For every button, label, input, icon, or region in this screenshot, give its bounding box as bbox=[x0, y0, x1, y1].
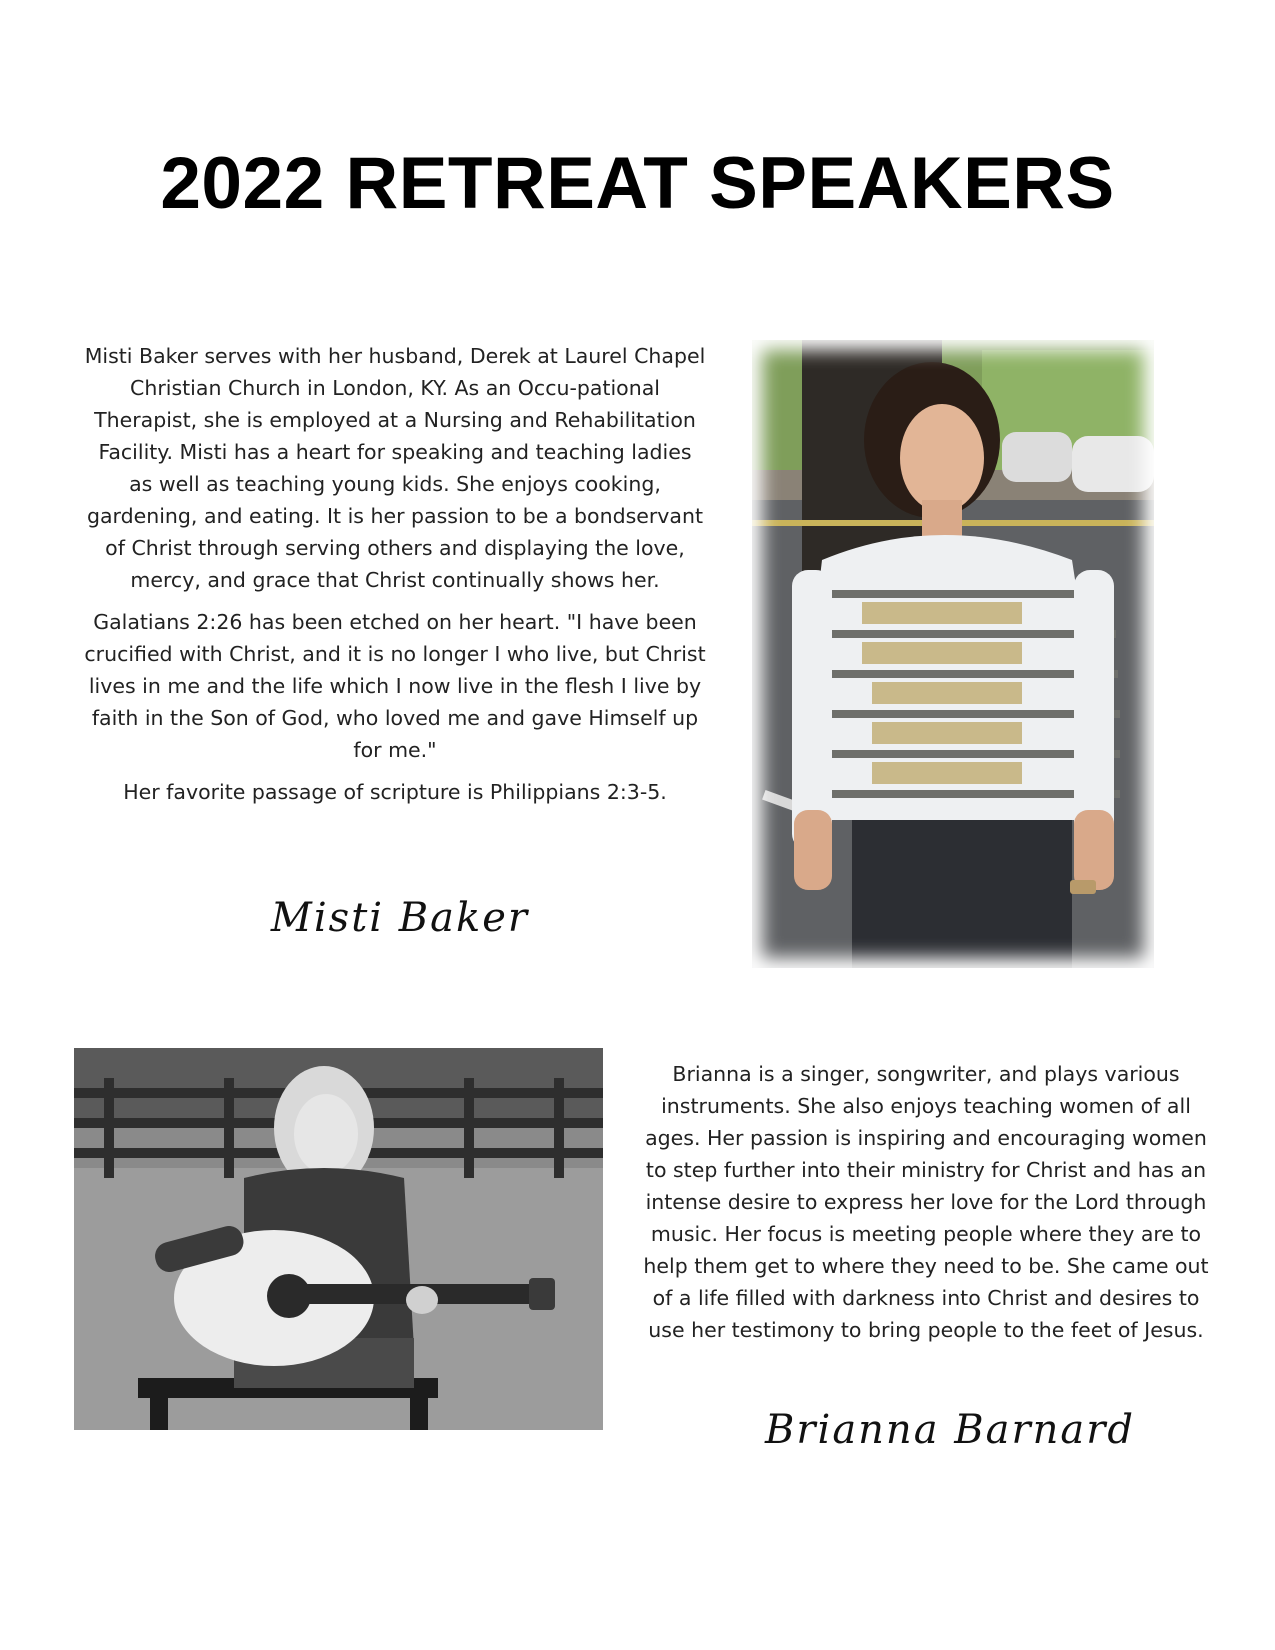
guitar-portrait-photo-icon bbox=[74, 1048, 603, 1430]
page-title: 2022 RETREAT SPEAKERS bbox=[160, 142, 1115, 224]
bio-paragraph: Galatians 2:26 has been etched on her heart. "I have been crucified with Christ, and it is no longer I who live, but Christ lives in me and the life which I now live in the flesh I live by faith in the Son of God, who loved me and gave Himself up for me." bbox=[84, 610, 706, 762]
bio-paragraph: Her favorite passage of scripture is Philippians 2:3-5. bbox=[123, 780, 667, 804]
portrait-photo-icon bbox=[752, 340, 1154, 968]
speaker-bio-misti bbox=[84, 340, 706, 818]
speaker-name-brianna: Brianna Barnard bbox=[765, 1407, 1135, 1453]
speaker-name-misti: Misti Baker bbox=[270, 895, 530, 941]
speaker-bio-brianna bbox=[634, 1058, 1218, 1356]
bio-paragraph: Brianna is a singer, songwriter, and plays various instruments. She also enjoys teaching women of all ages. Her passion is inspiring and encouraging women to step further into their ministry for Christ and has an intense desire to express her love for the Lord through music. Her focus is meeting people where they are to help them get to where they need to be. She came out of a life filled with darkness into Christ and desires to use her testimony to bring people to the feet of Jesus. bbox=[643, 1062, 1209, 1342]
bio-paragraph: Misti Baker serves with her husband, Derek at Laurel Chapel Christian Church in London, KY. As an Occu-pational Therapist, she is employed at a Nursing and Rehabilitation Facility. Misti has a heart for speaking and teaching ladies as well as teaching young kids. She enjoys cooking, gardening, and eating. It is her passion to be a bondservant of Christ through serving others and displaying the love, mercy, and grace that Christ continually shows her. bbox=[84, 344, 706, 592]
